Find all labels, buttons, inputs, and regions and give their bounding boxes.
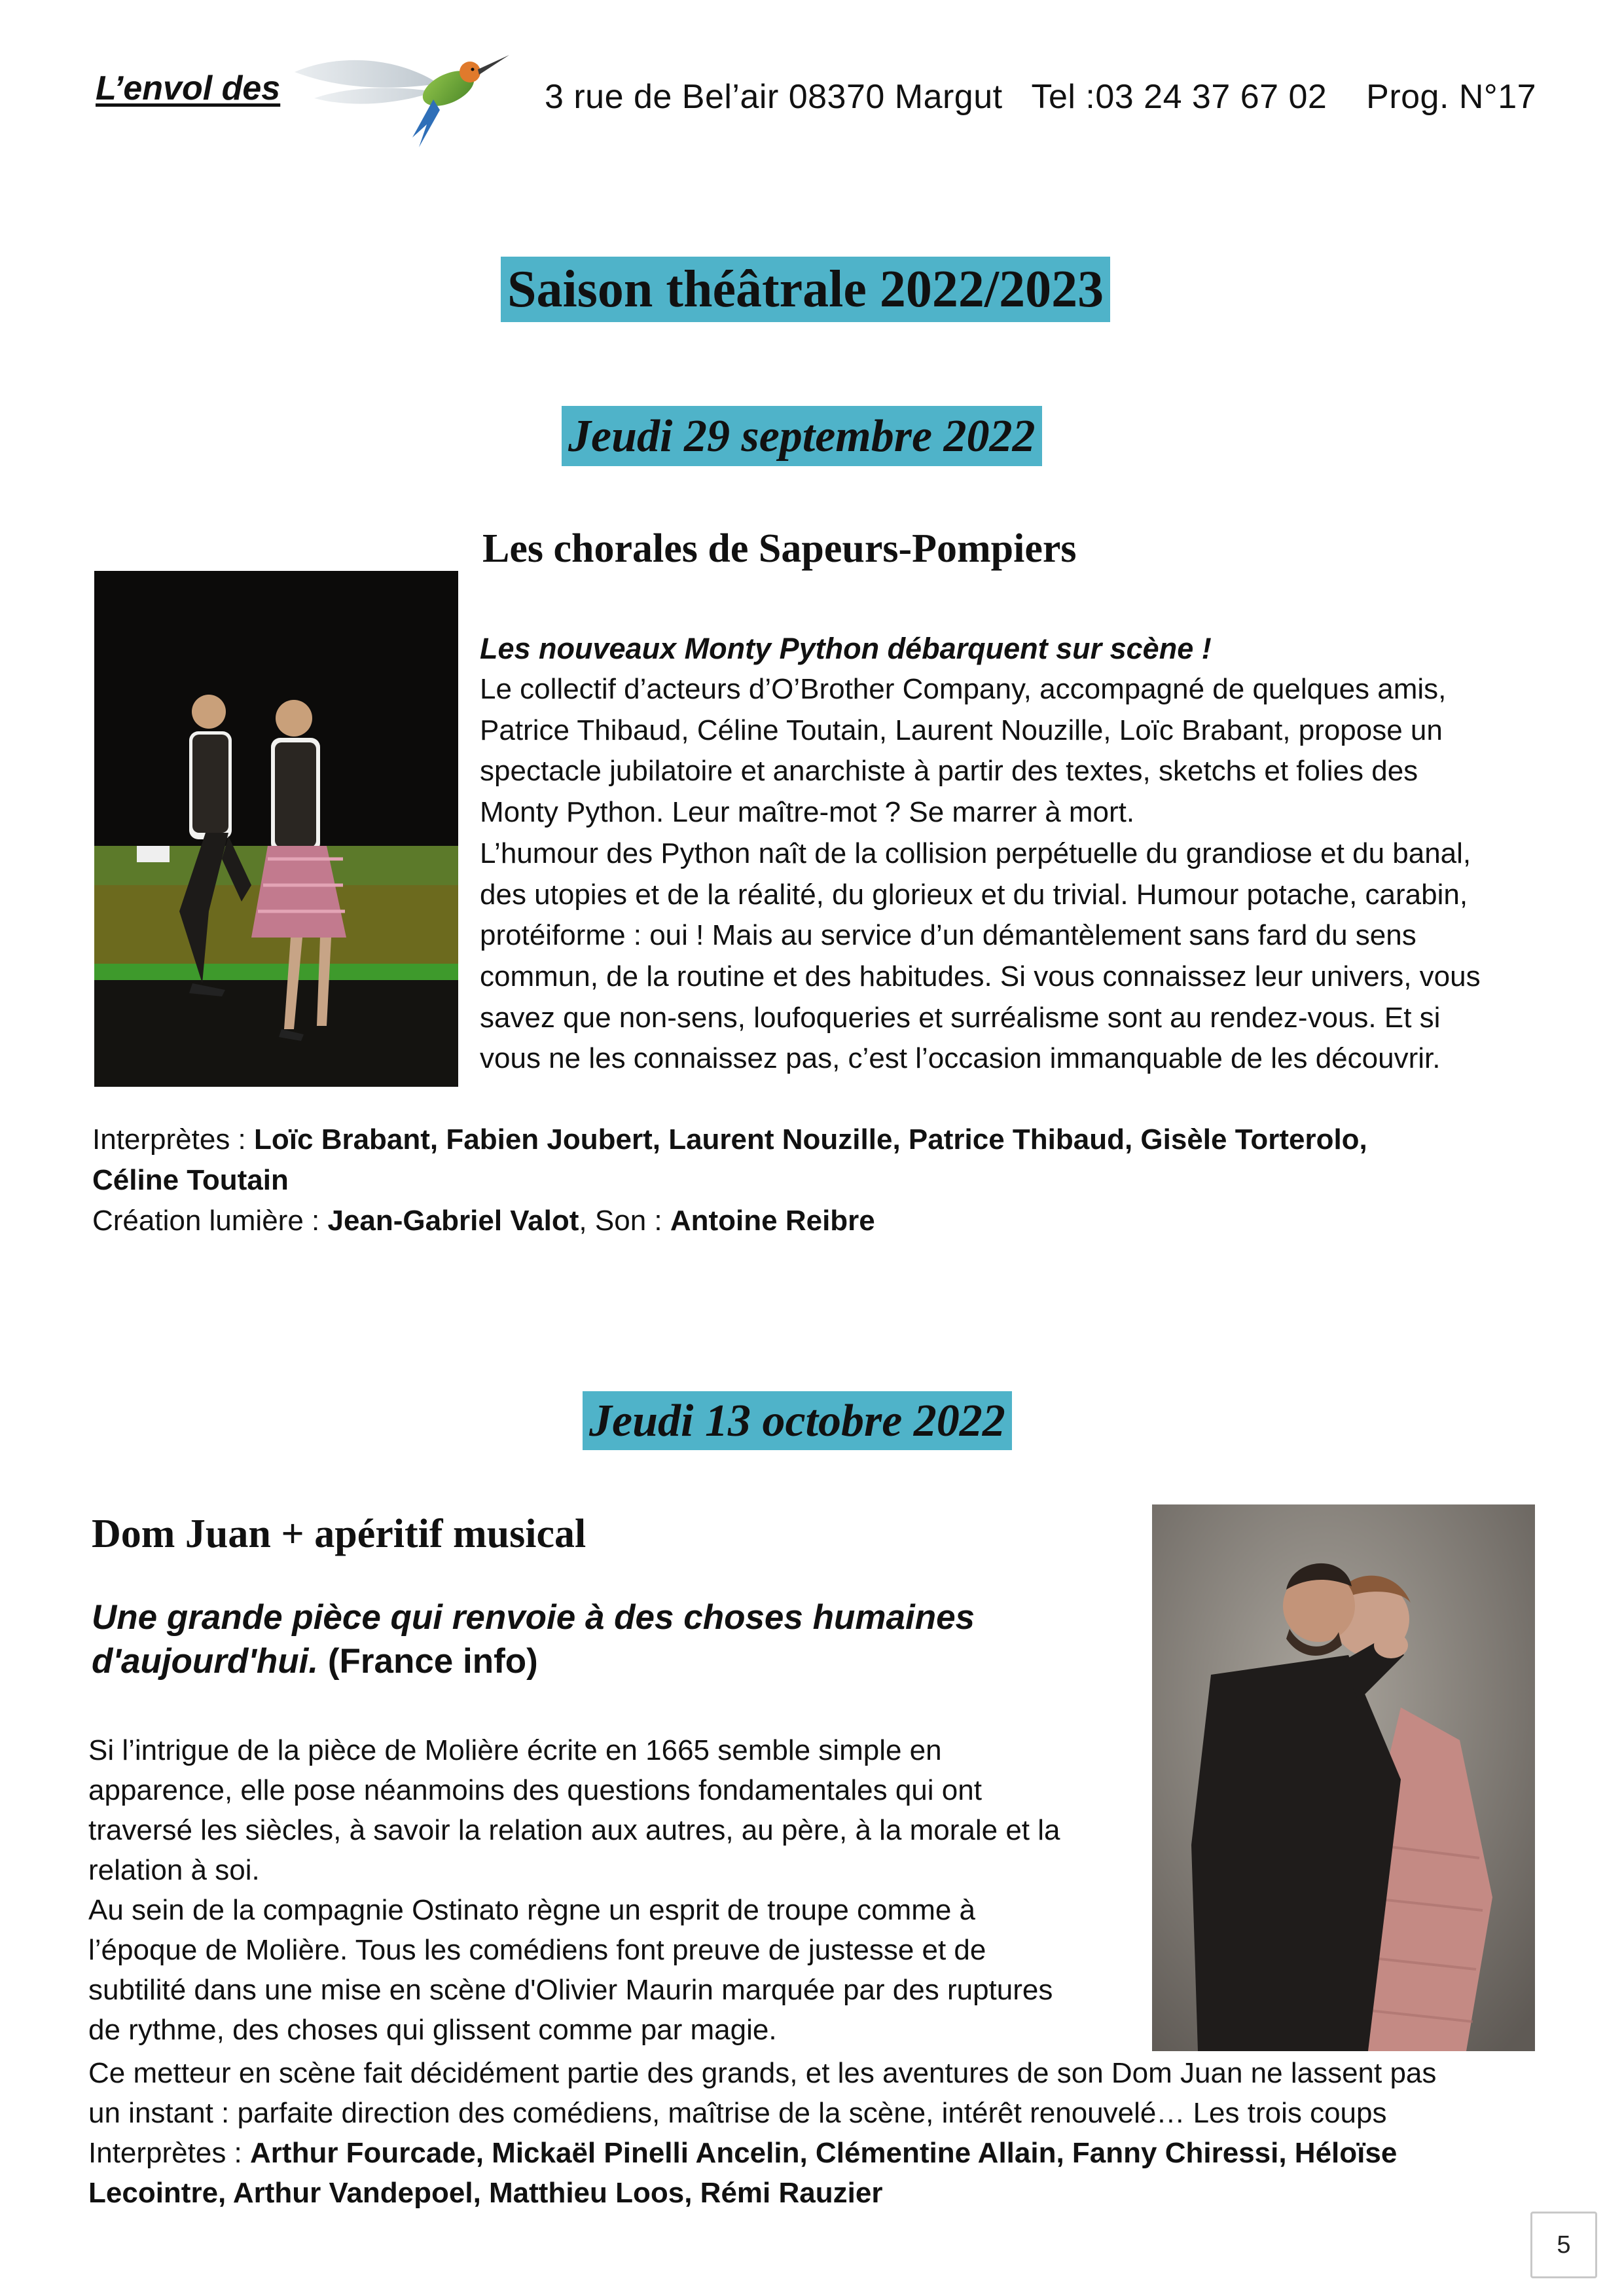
contact-address-line: 3 rue de Bel’air 08370 Margut Tel :03 24 37 67 02 Prog. N°17 [545,78,1537,116]
description-line: traversé les siècles, à savoir la relation aux autres, au père, à la morale et la [88,1814,1060,1846]
description-line: apparence, elle pose néanmoins des questions fondamentales qui ont [88,1774,982,1806]
description-line: Patrice Thibaud, Céline Toutain, Laurent Nouzille, Loïc Brabant, propose un [480,714,1443,746]
description-line: vous ne les connaissez pas, c’est l’occasion immanquable de les découvrir. [480,1042,1441,1075]
description-line: L’humour des Python naît de la collision perpétuelle du grandiose et du banal, [480,837,1471,869]
page-number: 5 [1530,2212,1597,2278]
quote-source: (France info) [318,1642,538,1681]
description-line: commun, de la routine et des habitudes. Si vous connaissez leur univers, vous [480,960,1481,993]
event2-description [88,1730,1136,2050]
sound-name: Antoine Reibre [670,1205,875,1237]
performers-label: Interprètes : [92,1123,255,1156]
performers-line [92,1120,1532,1160]
sound-label: , Son : [579,1205,670,1237]
performers-label: Interprètes : [88,2137,251,2169]
season-banner: Saison théâtrale 2022/2023 [501,257,1110,322]
description-line: l’époque de Molière. Tous les comédiens font preuve de justesse et de [88,1934,986,1966]
brand-name: L’envol des [96,69,281,107]
event1-title: Les chorales de Sapeurs-Pompiers [482,526,1077,571]
description-line: Monty Python. Leur maître-mot ? Se marrer à mort. [480,796,1135,829]
description-line: Si l’intrigue de la pièce de Molière écrite en 1665 semble simple en [88,1734,942,1766]
crew-line [92,1201,1532,1241]
quote-line: Une grande pièce qui renvoie à des choses humaines [92,1598,975,1637]
description-line: Au sein de la compagnie Ostinato règne un esprit de troupe comme à [88,1894,976,1926]
performers-line [92,1160,1532,1201]
event2-quote [92,1595,1028,1683]
quote-line [92,1639,1028,1683]
performers-names: Lecointre, Arthur Vandepoel, Matthieu Loos, Rémi Rauzier [88,2177,883,2209]
event2-photo [1152,1504,1535,2051]
performers-names: Céline Toutain [92,1164,289,1196]
description-line: des utopies et de la réalité, du glorieux et du trivial. Humour potache, carabin, [480,878,1468,911]
performers-line [88,2133,1555,2173]
description-line: relation à soi. [88,1854,260,1886]
description-line: spectacle jubilatoire et anarchiste à partir des textes, sketchs et folies des [480,755,1418,788]
event1-tagline: Les nouveaux Monty Python débarquent sur scène ! [480,632,1212,665]
quote-text: d'aujourd'hui. [92,1642,319,1681]
description-line: subtilité dans une mise en scène d'Olivier Maurin marquée par des ruptures [88,1974,1053,2006]
performers-names: Arthur Fourcade, Mickaël Pinelli Ancelin, Clémentine Allain, Fanny Chiressi, Héloïse [250,2137,1398,2169]
lighting-name: Jean-Gabriel Valot [327,1205,579,1237]
event1-photo [94,571,458,1087]
event2-title: Dom Juan + apéritif musical [92,1512,586,1556]
event2-date-banner: Jeudi 13 octobre 2022 [583,1391,1012,1450]
description-line: de rythme, des choses qui glissent comme par magie. [88,2014,777,2046]
hummingbird-icon [288,26,511,151]
performers-names: Loïc Brabant, Fabien Joubert, Laurent Nouzille, Patrice Thibaud, Gisèle Torterolo, [254,1123,1367,1156]
event2-description-continued [88,2053,1555,2213]
description-line: un instant : parfaite direction des comédiens, maîtrise de la scène, intérêt renouvelé… Les trois coups [88,2097,1387,2129]
description-line: protéiforme : oui ! Mais au service d’un démantèlement sans fard du sens [480,919,1416,952]
event1-credits [92,1120,1532,1241]
event1-date-banner: Jeudi 29 septembre 2022 [562,406,1042,466]
event1-description [480,669,1579,1080]
performers-line [88,2173,1555,2213]
description-line: Ce metteur en scène fait décidément partie des grands, et les aventures de son Dom Juan ne lassent pas [88,2057,1437,2089]
lighting-label: Création lumière : [92,1205,328,1237]
description-line: savez que non-sens, loufoqueries et surréalisme sont au rendez-vous. Et si [480,1001,1441,1034]
description-line: Le collectif d’acteurs d’O’Brother Company, accompagné de quelques amis, [480,673,1447,705]
